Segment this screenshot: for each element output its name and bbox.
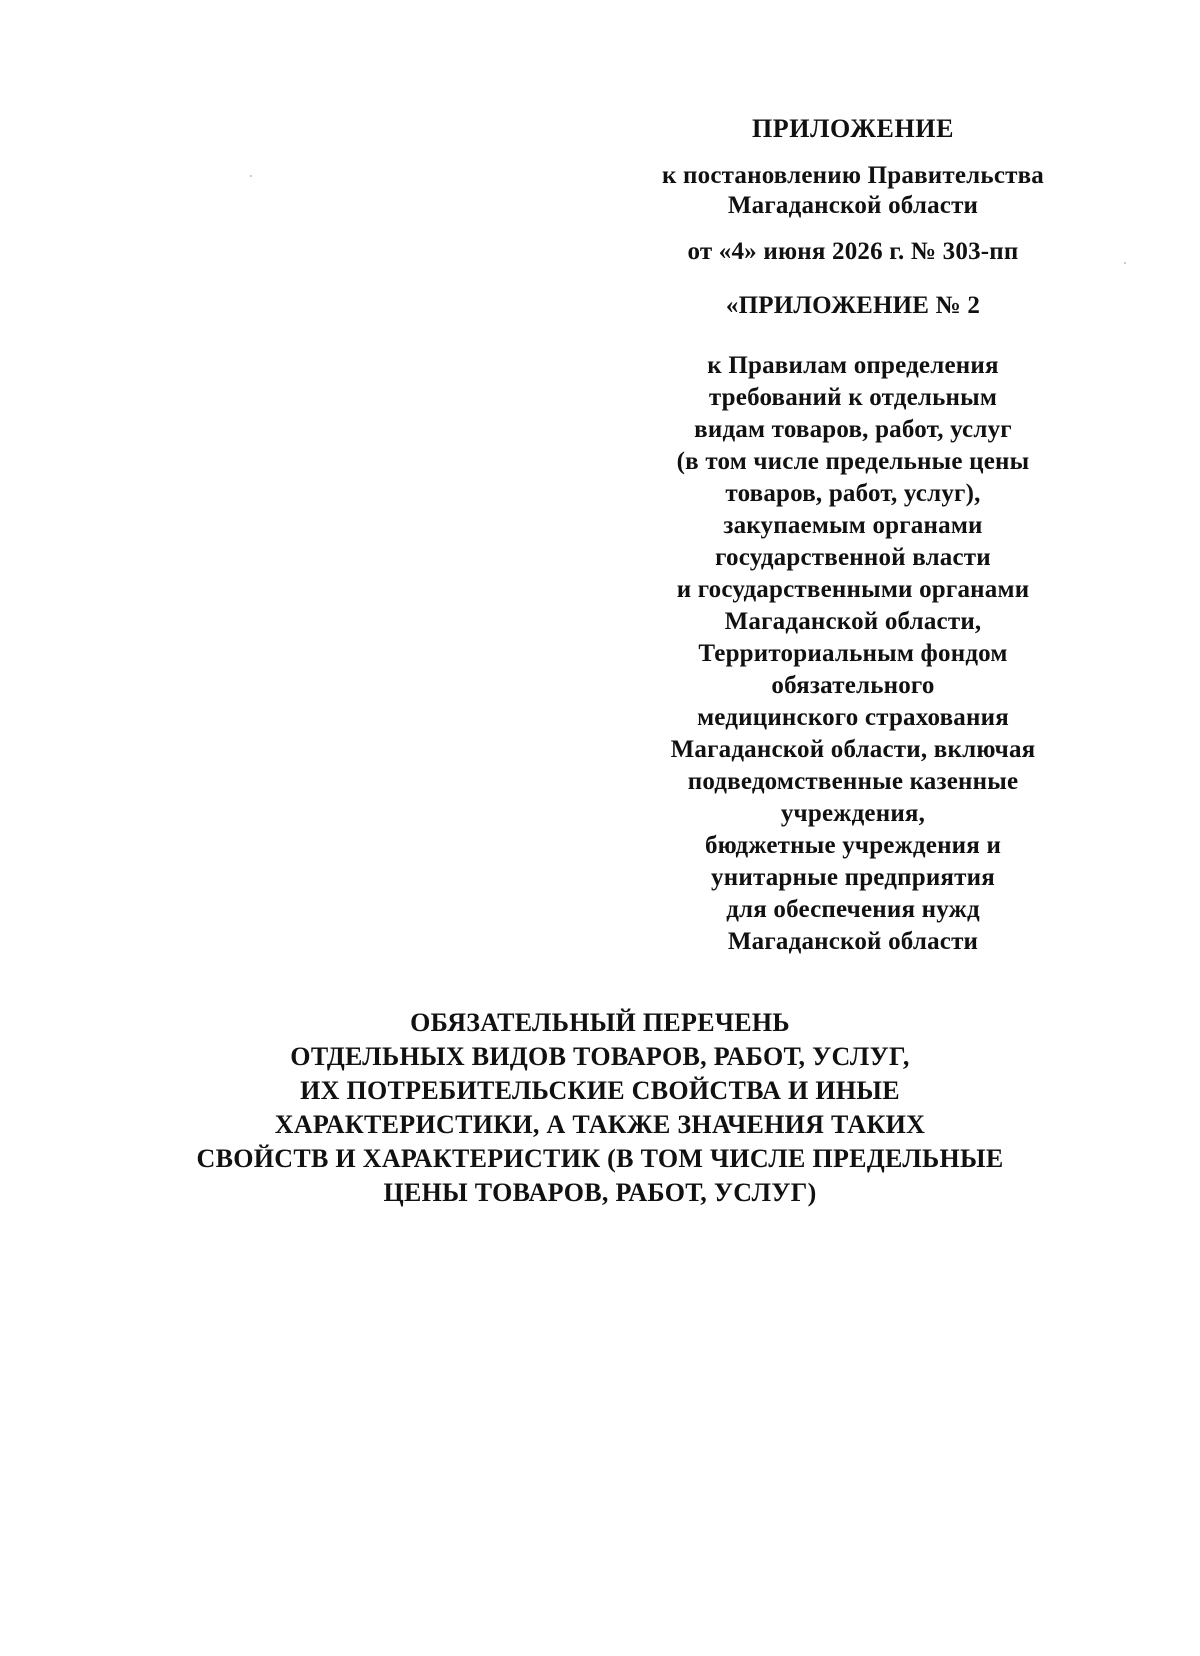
annex-title: «ПРИЛОЖЕНИЕ № 2: [725, 292, 981, 319]
annex-line: (в том числе предельные цены: [676, 448, 1030, 475]
annex-line: к Правилам определения: [707, 352, 999, 379]
main-title-line: СВОЙСТВ И ХАРАКТЕРИСТИК (В ТОМ ЧИСЛЕ ПРЕДЕЛЬНЫЕ: [196, 1144, 1004, 1173]
main-title-line: ЦЕНЫ ТОВАРОВ, РАБОТ, УСЛУГ): [383, 1178, 817, 1207]
annex-line: требований к отдельным: [708, 384, 998, 411]
annex-line: для обеспечения нужд: [726, 896, 980, 923]
annex-line: Территориальным фондом: [698, 640, 1008, 667]
annex-line: Магаданской области: [727, 928, 979, 955]
main-title-line: ХАРАКТЕРИСТИКИ, А ТАКЖЕ ЗНАЧЕНИЯ ТАКИХ: [274, 1110, 926, 1139]
annex-line: обязательного: [771, 672, 935, 699]
appendix-title: ПРИЛОЖЕНИЕ: [751, 114, 955, 143]
annex-line: Магаданской области, включая: [670, 736, 1036, 763]
annex-line: товаров, работ, услуг),: [725, 480, 981, 507]
appendix-date-line: от «4» июня 2026 г. № 303-пп: [687, 238, 1019, 265]
annex-line: медицинского страхования: [697, 704, 1009, 731]
main-title-line: ОБЯЗАТЕЛЬНЫЙ ПЕРЕЧЕНЬ: [410, 1008, 790, 1037]
annex-line: учреждения,: [780, 800, 926, 827]
appendix-line-1: к постановлению Правительства: [661, 162, 1045, 189]
annex-line: видам товаров, работ, услуг: [694, 416, 1012, 443]
annex-line: и государственными органами: [676, 576, 1030, 603]
scan-speck: [250, 175, 252, 177]
annex-line: Магаданской области,: [724, 608, 982, 635]
annex-line: закупаемым органами: [723, 512, 983, 539]
appendix-line-2: Магаданской области: [727, 192, 979, 219]
annex-line: унитарные предприятия: [711, 864, 995, 891]
annex-line: бюджетные учреждения и: [704, 832, 1002, 859]
annex-line: подведомственные казенные: [687, 768, 1019, 795]
annex-line: государственной власти: [715, 544, 991, 571]
main-title-line: ИХ ПОТРЕБИТЕЛЬСКИЕ СВОЙСТВА И ИНЫЕ: [300, 1076, 900, 1105]
scan-speck: [1124, 262, 1126, 264]
main-title-line: ОТДЕЛЬНЫХ ВИДОВ ТОВАРОВ, РАБОТ, УСЛУГ,: [290, 1042, 910, 1071]
